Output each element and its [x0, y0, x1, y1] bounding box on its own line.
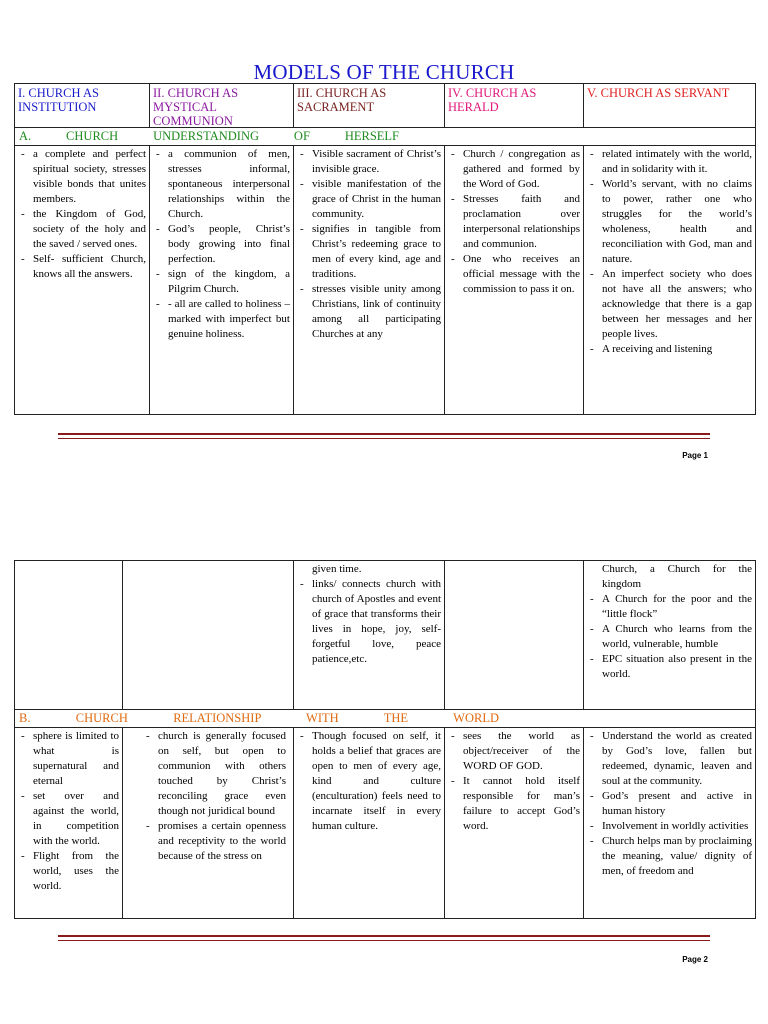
document-title: MODELS OF THE CHURCH: [253, 60, 515, 84]
list-item: - It cannot hold itself responsible for man’s failure to accept God’s word.: [448, 774, 580, 834]
section-b-heading: [15, 710, 503, 726]
section-a-row: [15, 128, 756, 146]
servant-list-continued: [584, 561, 755, 682]
section-a-word: OF: [293, 129, 310, 143]
list-item: - World’s servant, with no claims to power, rather one who struggles for the world’s wholeness, health and reconciliation with God, man and nature.: [587, 177, 752, 267]
list-item: - Understand the world as created by God’s love, fallen but redeemed, dynamic, leaven and soul at the community.: [587, 729, 752, 789]
section-b-word: WORLD: [453, 711, 499, 725]
header-institution: I. CHURCH AS INSTITUTION: [18, 86, 99, 114]
models-table-page-1: [14, 83, 756, 415]
models-table-page-2: [14, 560, 756, 919]
list-item: - A receiving and listening: [587, 342, 752, 357]
mystical-communion-world-list: [123, 728, 293, 864]
list-item: Church, a Church for the kingdom: [602, 563, 752, 590]
list-item: - a communion of men, stresses informal, spontaneous interpersonal relationships within the Church.: [153, 147, 290, 222]
list-item: - signifies in tangible from Christ’s redeeming grace to men of every kind, age and traditions.: [297, 222, 441, 282]
list-item: - links/ connects church with church of Apostles and event of grace that transforms their lives in hope, joy, self-forgetful love, peace patience,etc.: [297, 577, 441, 667]
servant-list: [584, 146, 755, 357]
header-sacrament: III. CHURCH AS SACRAMENT: [297, 86, 387, 114]
list-item: - Visible sacrament of Christ’s invisible grace.: [297, 147, 441, 177]
herald-world-list: [445, 728, 583, 834]
footer-rule: [58, 433, 710, 435]
list-item: - Self- sufficient Church, knows all the answers.: [18, 252, 146, 282]
footer-rule: [58, 438, 710, 439]
page-2: [0, 480, 768, 1024]
section-a-content-row: [15, 146, 756, 415]
header-row: [15, 84, 756, 128]
list-item: - Stresses faith and proclamation over interpersonal relationships and communion.: [448, 192, 580, 252]
list-item: - visible manifestation of the grace of Christ in the human community.: [297, 177, 441, 222]
list-item: given time.: [312, 563, 362, 575]
section-b-content-row: [15, 728, 756, 919]
list-item: - the Kingdom of God, society of the holy and the saved / served ones.: [18, 207, 146, 252]
list-item: - One who receives an official message with the commission to pass it on.: [448, 252, 580, 297]
sacrament-world-list: [294, 728, 444, 834]
section-b-word: THE: [383, 711, 409, 725]
header-mystical-communion: II. CHURCH AS MYSTICAL COMMUNION: [153, 86, 239, 128]
footer-rule: [58, 940, 710, 941]
section-a-word: UNDERSTANDING: [153, 129, 260, 143]
list-item: - - all are called to holiness – marked with imperfect but genuine holiness.: [153, 297, 290, 342]
list-item: - God’s present and active in human history: [587, 789, 752, 819]
list-item: - An imperfect society who does not have all the answers; who acknowledge that there is a gap between her messages and her people lives.: [587, 267, 752, 342]
servant-world-list: [584, 728, 755, 879]
list-item: - sees the world as object/receiver of the WORD OF GOD.: [448, 729, 580, 774]
herald-list: [445, 146, 583, 297]
section-a-word: A. CHURCH: [19, 129, 119, 143]
list-item: - related intimately with the world, and in solidarity with it.: [587, 147, 752, 177]
header-herald: IV. CHURCH AS HERALD: [448, 86, 537, 114]
list-item: - sphere is limited to what is supernatural and eternal: [18, 729, 119, 789]
header-servant: V. CHURCH AS SERVANT: [587, 86, 730, 100]
mystical-communion-list: [150, 146, 293, 342]
list-item: - set over and against the world, in competition with the world.: [18, 789, 119, 849]
sacrament-list: [294, 146, 444, 342]
list-item: - stresses visible unity among Christians, link of continuity among all participating Churches at any: [297, 282, 441, 342]
section-b-word: WITH: [306, 711, 339, 725]
list-item: - EPC situation also present in the world.: [587, 652, 752, 682]
section-b-word: RELATIONSHIP: [173, 711, 261, 725]
list-item: - A Church who learns from the world, vulnerable, humble: [587, 622, 752, 652]
section-a-heading: [15, 128, 403, 144]
institution-list: [15, 146, 149, 282]
list-item: - Though focused on self, it holds a belief that graces are open to men of every age, kind and culture (enculturation) feels need to incarnate itself in every human culture.: [297, 729, 441, 834]
list-item: - a complete and perfect spiritual society, stresses visible bonds that unites members.: [18, 147, 146, 207]
page-1: [0, 0, 768, 480]
institution-world-list: [15, 728, 122, 894]
sacrament-list-continued: [294, 561, 444, 667]
page-number: Page 1: [682, 451, 708, 460]
list-item: - sign of the kingdom, a Pilgrim Church.: [153, 267, 290, 297]
list-item: - A Church for the poor and the “little flock”: [587, 592, 752, 622]
list-item: - Church / congregation as gathered and formed by the Word of God.: [448, 147, 580, 192]
section-b-word: B. CHURCH: [19, 711, 128, 725]
section-a-word: HERSELF: [344, 129, 399, 143]
list-item: - Flight from the world, uses the world.: [18, 849, 119, 894]
list-item: - promises a certain openness and receptivity to the world because of the stress on: [143, 819, 290, 864]
footer-rule: [58, 935, 710, 937]
list-item: - God’s people, Christ’s body growing into final perfection.: [153, 222, 290, 267]
list-item: - Involvement in worldly activities: [587, 819, 752, 834]
section-a-continued-row: [15, 561, 756, 710]
section-b-row: [15, 710, 756, 728]
page-number: Page 2: [682, 955, 708, 964]
list-item: - church is generally focused on self, but open to communion with others touched by Christ’s reconciling grace even though not juridical bound: [143, 729, 290, 819]
list-item: - Church helps man by proclaiming the meaning, value/ dignity of men, of freedom and: [587, 834, 752, 879]
